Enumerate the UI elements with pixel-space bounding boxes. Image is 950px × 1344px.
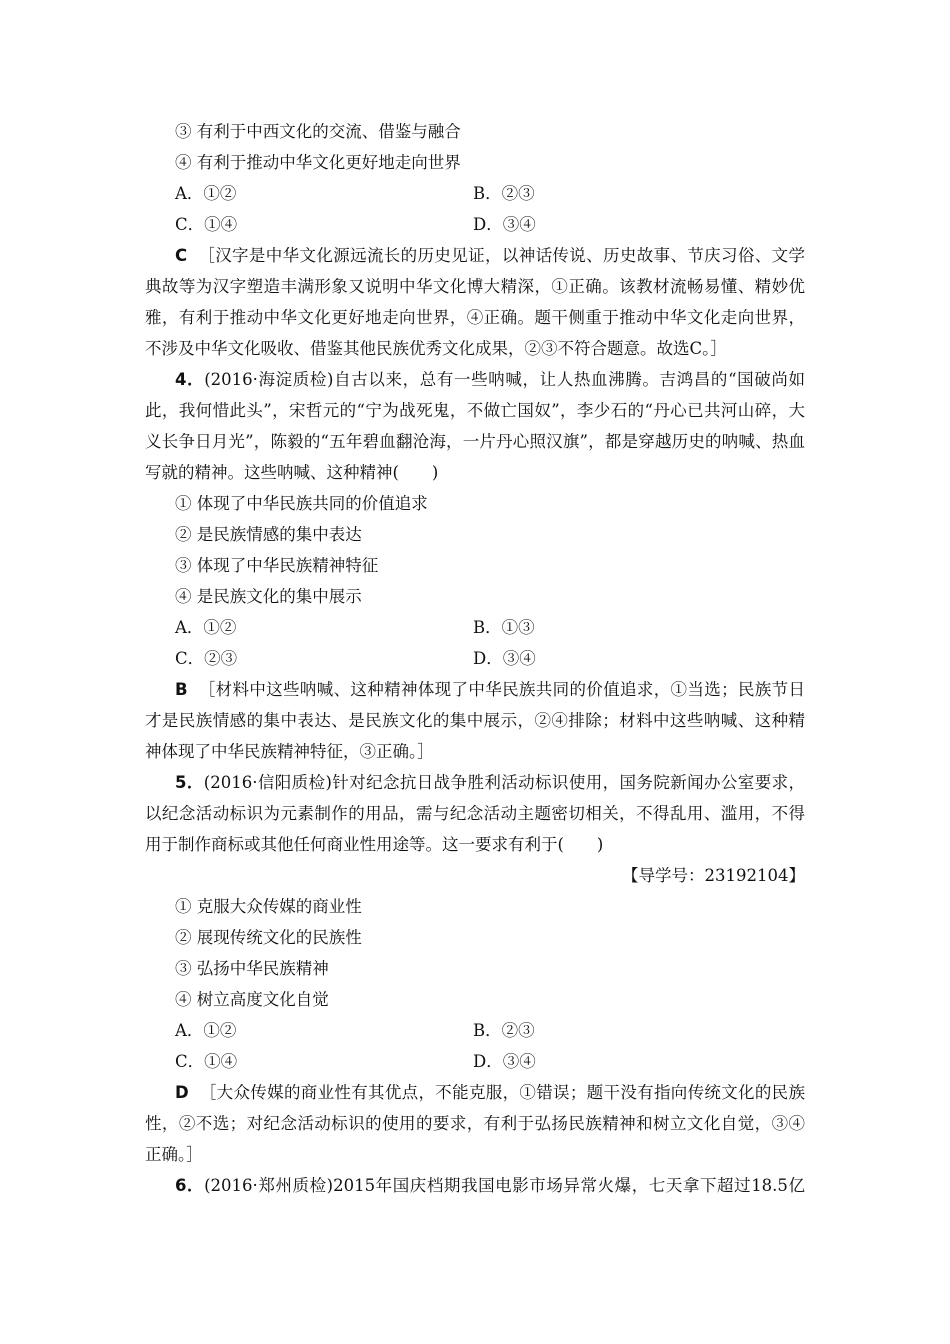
q4-option-b: B．①③	[473, 618, 535, 637]
q3-statement-3: ③ 有利于中西文化的交流、借鉴与融合	[175, 122, 461, 141]
q4-stem-line-3: 义长争日月光”，陈毅的“五年碧血翻沧海，一片丹心照汉旗”，都是穿越历史的呐喊、热血	[145, 432, 805, 451]
q3-answer-line-4: 不涉及中华文化吸收、借鉴其他民族优秀文化成果，②③不符合题意。故选C。］	[145, 339, 727, 358]
q5-option-b: B．②③	[473, 1021, 535, 1040]
q4-answer-line-2: 才是民族情感的集中表达、是民族文化的集中展示，②④排除；材料中这些呐喊、这种精	[145, 711, 805, 730]
q5-option-d: D．③④	[473, 1052, 536, 1071]
q5-statement-4: ④ 树立高度文化自觉	[175, 990, 329, 1009]
q4-answer-line-1: B ［材料中这些呐喊、这种精神体现了中华民族共同的价值追求，①当选；民族节日	[175, 680, 806, 699]
q5-statement-3: ③ 弘扬中华民族精神	[175, 959, 329, 978]
q4-option-c: C．②③	[175, 649, 238, 668]
q5-reference-number: 【导学号：23192104】	[622, 866, 805, 885]
q3-statement-4: ④ 有利于推动中华文化更好地走向世界	[175, 153, 461, 172]
q4-number: 4．	[175, 370, 205, 389]
q5-number: 5．	[175, 773, 204, 792]
q5-statement-1: ① 克服大众传媒的商业性	[175, 897, 362, 916]
q3-option-c: C．①④	[175, 215, 238, 234]
q4-answer-line-3: 神体现了中华民族精神特征，③正确。］	[145, 742, 434, 761]
q5-answer-letter: D	[175, 1083, 189, 1102]
q5-answer-line-2: 性，②不选；对纪念活动标识的使用的要求，有利于弘扬民族精神和树立文化自觉，③④	[145, 1114, 805, 1133]
q5-stem-line-1: 5．(2016·信阳质检)针对纪念抗日战争胜利活动标识使用，国务院新闻办公室要求，	[175, 773, 805, 792]
q6-stem-line-1: 6．(2016·郑州质检)2015年国庆档期我国电影市场异常火爆，七天拿下超过18.5亿	[175, 1176, 805, 1195]
q4-stem-line-2: 此，我何惜此头”，宋哲元的“宁为战死鬼，不做亡国奴”，李少石的“丹心已共河山碎，大	[145, 401, 805, 420]
q3-answer-letter: C	[175, 246, 188, 265]
q5-answer-line-3: 正确。］	[145, 1145, 203, 1164]
q4-statement-3: ③ 体现了中华民族精神特征	[175, 556, 379, 575]
q5-option-c: C．①④	[175, 1052, 238, 1071]
q4-statement-4: ④ 是民族文化的集中展示	[175, 587, 362, 606]
q3-option-d: D．③④	[473, 215, 536, 234]
q3-option-a: A．①②	[175, 184, 237, 203]
q3-answer-line-2: 典故等为汉字塑造丰满形象又说明中华文化博大精深，①正确。该教材流畅易懂、精妙优	[145, 277, 805, 296]
q5-stem-line-2: 以纪念活动标识为元素制作的用品，需与纪念活动主题密切相关，不得乱用、滥用，不得	[145, 804, 805, 823]
q4-option-a: A．①②	[175, 618, 237, 637]
q4-answer-letter: B	[175, 680, 188, 699]
q5-stem-line-3: 用于制作商标或其他任何商业性用途等。这一要求有利于( )	[145, 835, 604, 854]
q4-statement-2: ② 是民族情感的集中表达	[175, 525, 362, 544]
q3-answer-line-1: C ［汉字是中华文化源远流长的历史见证，以神话传说、历史故事、节庆习俗、文学	[175, 246, 805, 265]
q4-stem-line-1: 4．(2016·海淀质检)自古以来，总有一些呐喊，让人热血沸腾。吉鸿昌的“国破尚如	[175, 370, 806, 389]
q3-option-b: B．②③	[473, 184, 535, 203]
q5-option-a: A．①②	[175, 1021, 237, 1040]
q5-statement-2: ② 展现传统文化的民族性	[175, 928, 362, 947]
q4-option-d: D．③④	[473, 649, 536, 668]
q3-answer-line-3: 雅，有利于推动中华文化更好地走向世界，④正确。题干侧重于推动中华文化走向世界，	[145, 308, 805, 327]
q6-number: 6．	[175, 1176, 205, 1195]
q4-stem-line-4: 写就的精神。这些呐喊、这种精神( )	[145, 463, 439, 482]
q5-answer-line-1: D ［大众传媒的商业性有其优点，不能克服，①错误；题干没有指向传统文化的民族	[175, 1083, 806, 1102]
q4-statement-1: ① 体现了中华民族共同的价值追求	[175, 494, 428, 513]
